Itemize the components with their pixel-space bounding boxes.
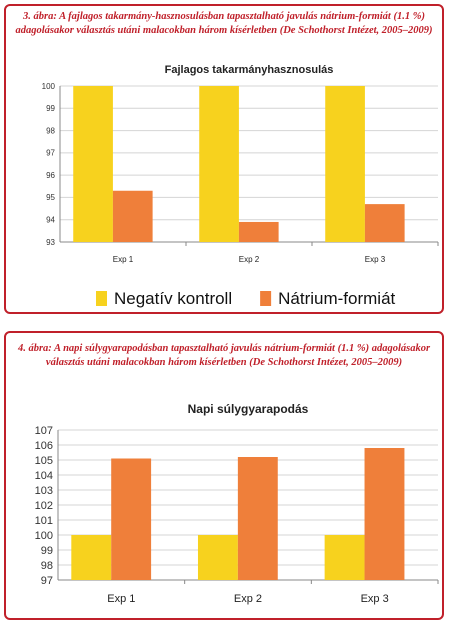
y-tick-label: 93 bbox=[46, 237, 55, 247]
bar-negativ-kontroll-exp-1 bbox=[73, 86, 113, 242]
bar-negativ-kontroll-exp-1 bbox=[71, 535, 111, 580]
y-tick-label: 95 bbox=[46, 193, 55, 203]
legend-label: Nátrium-formiát bbox=[278, 289, 396, 308]
y-tick-label: 98 bbox=[46, 126, 55, 136]
y-tick-label: 102 bbox=[34, 499, 53, 512]
figure-3-caption-prefix: 3. ábra: bbox=[23, 11, 57, 22]
x-tick-label: Exp 1 bbox=[107, 593, 136, 605]
y-tick-label: 104 bbox=[34, 469, 53, 482]
bar-natrium-formiat-exp-2 bbox=[238, 457, 278, 580]
y-tick-label: 106 bbox=[34, 439, 53, 452]
y-tick-label: 96 bbox=[46, 170, 55, 180]
y-tick-label: 107 bbox=[34, 424, 53, 437]
x-tick-label: Exp 1 bbox=[112, 255, 134, 264]
x-tick-label: Exp 2 bbox=[238, 255, 260, 264]
figure-4-caption-text: A napi súlygyarapodásban tapasztalható javulás nátrium-formiát (1.1 %) adagolásakor választás utáni malacokban három kísérletben (De Schothorst Intézet, 2005–2009) bbox=[45, 343, 431, 368]
legend-label: Negatív kontroll bbox=[114, 289, 233, 308]
y-tick-label: 97 bbox=[46, 148, 55, 158]
bar-natrium-formiat-exp-2 bbox=[239, 222, 279, 242]
y-tick-label: 100 bbox=[34, 529, 53, 542]
bar-negativ-kontroll-exp-3 bbox=[325, 535, 365, 580]
bar-natrium-formiat-exp-1 bbox=[111, 459, 151, 581]
y-tick-label: 99 bbox=[40, 544, 53, 557]
bar-negativ-kontroll-exp-2 bbox=[198, 535, 238, 580]
chart-title: Fajlagos takarmányhasznosulás bbox=[164, 64, 334, 76]
y-tick-label: 105 bbox=[34, 454, 53, 467]
daily-gain-chart bbox=[6, 333, 442, 618]
figure-4-panel bbox=[4, 331, 444, 620]
feed-conversion-chart bbox=[6, 6, 442, 312]
bar-negativ-kontroll-exp-3 bbox=[325, 86, 365, 242]
y-tick-label: 97 bbox=[40, 574, 53, 587]
x-tick-label: Exp 3 bbox=[364, 255, 386, 264]
figure-4-caption-prefix: 4. ábra: bbox=[17, 343, 52, 354]
figure-3-caption-text: A fajlagos takarmány-hasznosulásban tapasztalható javulás nátrium-formiát (1.1 %) adagolásakor választás utáni malacokban három kísérletben (De Schothorst Intézet, 2005–2009) bbox=[15, 11, 433, 36]
figure-3-panel bbox=[4, 4, 444, 314]
x-tick-label: Exp 3 bbox=[360, 593, 389, 605]
y-tick-label: 94 bbox=[46, 215, 55, 225]
legend-swatch bbox=[96, 291, 107, 306]
y-tick-label: 100 bbox=[41, 81, 55, 91]
y-tick-label: 101 bbox=[34, 514, 53, 527]
legend-swatch bbox=[260, 291, 271, 306]
y-tick-label: 103 bbox=[34, 484, 53, 497]
bar-natrium-formiat-exp-3 bbox=[365, 204, 405, 242]
bar-negativ-kontroll-exp-2 bbox=[199, 86, 239, 242]
y-tick-label: 99 bbox=[46, 104, 55, 114]
bar-natrium-formiat-exp-1 bbox=[113, 191, 153, 242]
x-tick-label: Exp 2 bbox=[233, 593, 263, 605]
y-tick-label: 98 bbox=[40, 559, 53, 572]
bar-natrium-formiat-exp-3 bbox=[365, 448, 405, 580]
chart-title: Napi súlygyarapodás bbox=[187, 402, 309, 416]
